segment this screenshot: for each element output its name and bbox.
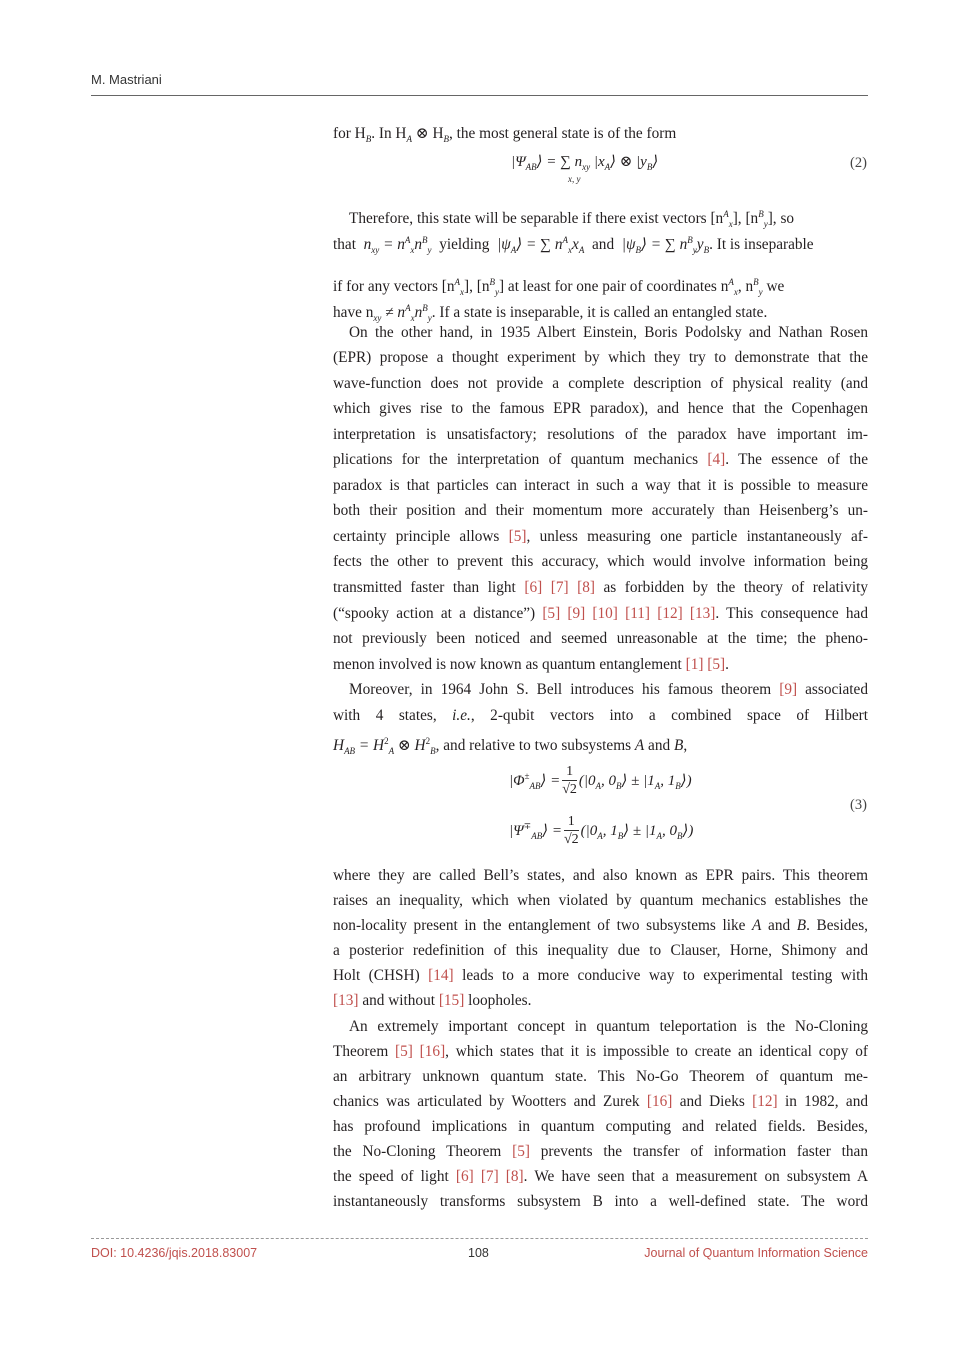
footer-journal-link[interactable]: Journal of Quantum Information Science	[644, 1246, 868, 1260]
running-header-author: M. Mastriani	[91, 72, 162, 87]
body-line: have $n_{xy} \ne n^A_xn^B_y$. If a state is inseparable, it is called an entangled state.	[333, 303, 768, 324]
footer-rule	[91, 1238, 868, 1239]
citation-link[interactable]: [6] [7] [8]	[524, 579, 595, 596]
body-line: interpretation is unsatisfactory; resolutions of the paradox have important im-	[333, 426, 868, 443]
footer-doi-link[interactable]: DOI: 10.4236/jqis.2018.83007	[91, 1246, 258, 1260]
citation-link[interactable]: [14]	[428, 967, 454, 984]
article-body	[333, 124, 868, 1224]
citation-link[interactable]: [16]	[646, 1093, 673, 1110]
body-line: chanics was articulated by Wootters and Zurek [16] and Dieks [12] in 1982, and	[333, 1093, 868, 1110]
body-line: an arbitrary unknown quantum state. This No-Go Theorem of quantum me-	[333, 1068, 868, 1085]
citation-link[interactable]: [15]	[438, 992, 465, 1009]
body-line: wave-function does not provide a complete description of physical reality (and	[333, 375, 868, 392]
body-line: transmitted faster than light [6] [7] [8] as forbidden by the theory of relativity	[333, 579, 868, 596]
page-number: 108	[468, 1246, 489, 1260]
body-line: fects the other to prevent this accuracy, which would involve information being	[333, 553, 868, 570]
citation-link[interactable]: [13]	[333, 992, 359, 1009]
body-line: $H_{AB} = H^2_A$ ⊗ $H^2_B$, and relative to two subsystems A and B,	[333, 736, 688, 757]
body-line: non-locality present in the entanglement of two subsystems like A and B. Besides,	[333, 917, 868, 934]
citation-link[interactable]: [5] [16]	[395, 1043, 446, 1060]
equation-2: $|\Psi_{AB}⟩$ = ∑ $n_{xy}$ $|x_A⟩$ ⊗ $|y_B⟩$	[511, 154, 659, 172]
body-line: paradox is that particles can interact in such a way that it is possible to measure	[333, 477, 868, 494]
body-line: An extremely important concept in quantum teleportation is the No-Cloning	[349, 1018, 868, 1035]
body-line: certainty principle allows [5], unless measuring one particle instantaneously af-	[333, 528, 868, 545]
citation-link[interactable]: [6] [7] [8]	[455, 1168, 524, 1185]
citation-link[interactable]: [5]	[508, 528, 527, 545]
body-line: Moreover, in 1964 John S. Bell introduces his famous theorem [9] associated	[349, 681, 868, 698]
citation-link[interactable]: [9]	[779, 681, 798, 698]
equation-3b: $|\Psi^\mp_{AB}⟩$ = $\frac{1}{√2}$ ($|0_A$, $1_B⟩ \pm |1_A$, $0_B⟩$)	[509, 814, 694, 847]
citation-link[interactable]: [12]	[752, 1093, 778, 1110]
body-line: the speed of light [6] [7] [8]. We have seen that a measurement on subsystem A	[333, 1168, 868, 1185]
citation-link[interactable]: [5]	[512, 1143, 530, 1160]
body-line: both their position and their momentum more accurately than Heisenberg’s un-	[333, 502, 868, 519]
body-line: On the other hand, in 1935 Albert Einstein, Boris Podolsky and Nathan Rosen	[349, 324, 868, 341]
sum-index: x, y	[568, 174, 581, 184]
header-rule	[91, 95, 868, 96]
equation-2-number: (2)	[850, 155, 867, 171]
body-line: (“spooky action at a distance”) [5] [9] [10] [11] [12] [13]. This consequence had	[333, 605, 868, 622]
body-line: which gives rise to the famous EPR paradox), and hence that the Copenhagen	[333, 400, 868, 417]
citation-link[interactable]: [5] [9] [10] [11] [12] [13]	[542, 605, 716, 622]
body-line: menon involved is now known as quantum entanglement [1] [5].	[333, 656, 729, 673]
fraction: $\frac{1}{√2}$	[563, 814, 579, 847]
body-line: Theorem [5] [16], which states that it is impossible to create an identical copy of	[333, 1043, 868, 1060]
body-line: that $n_{xy} = n^A_xn^B_y$ yielding $|\psi_A⟩$ = ∑ $n^A_xx_A$ and $|\psi_B⟩$ = ∑ $n^B_yy_B$. It is inseparable	[333, 235, 814, 256]
body-line: the No-Cloning Theorem [5] prevents the transfer of information faster than	[333, 1143, 868, 1160]
fraction: $\frac{1}{√2}$	[562, 764, 577, 797]
body-line: if for any vectors $[n^A_x]$, $[n^B_y]$ at least for one pair of coordinates $n^A_x$, $n^B_y$ we	[333, 277, 785, 298]
body-line: has profound implications in quantum computing and related fields. Besides,	[333, 1118, 868, 1135]
body-line: Therefore, this state will be separable if there exist vectors $[n^A_x]$, $[n^B_y]$, so	[349, 209, 795, 230]
equation-3-number: (3)	[850, 797, 867, 813]
citation-link[interactable]: [4]	[707, 451, 726, 468]
body-line: a posterior redefinition of this inequality due to Clauser, Horne, Shimony and	[333, 942, 868, 959]
body-line: raises an inequality, which when violated by quantum mechanics establishes the	[333, 892, 868, 909]
body-line: plications for the interpretation of quantum mechanics [4]. The essence of the	[333, 451, 868, 468]
body-line: (EPR) propose a thought experiment by which they try to demonstrate that the	[333, 349, 868, 366]
equation-3a: $|\Phi^\pm_{AB}⟩$ = $\frac{1}{√2}$ ($|0_A$, $0_B⟩ \pm |1_A$, $1_B⟩$)	[509, 764, 692, 797]
body-line: Holt (CHSH) [14] leads to a more conducive way to experimental testing with	[333, 967, 868, 984]
citation-link[interactable]: [1] [5]	[685, 656, 726, 673]
body-line: with 4 states, i.e., 2-qubit vectors into a combined space of Hilbert	[333, 707, 868, 724]
body-line: instantaneously transforms subsystem B into a well-defined state. The word	[333, 1193, 868, 1210]
body-line: where they are called Bell’s states, and also known as EPR pairs. This theorem	[333, 867, 868, 884]
body-line: for $H_B$. In $H_A$ ⊗ $H_B$, the most general state is of the form	[333, 125, 677, 145]
body-line: [13] and without [15] loopholes.	[333, 992, 532, 1009]
body-line: not previously been noticed and seemed unreasonable at the time; the pheno-	[333, 630, 868, 647]
